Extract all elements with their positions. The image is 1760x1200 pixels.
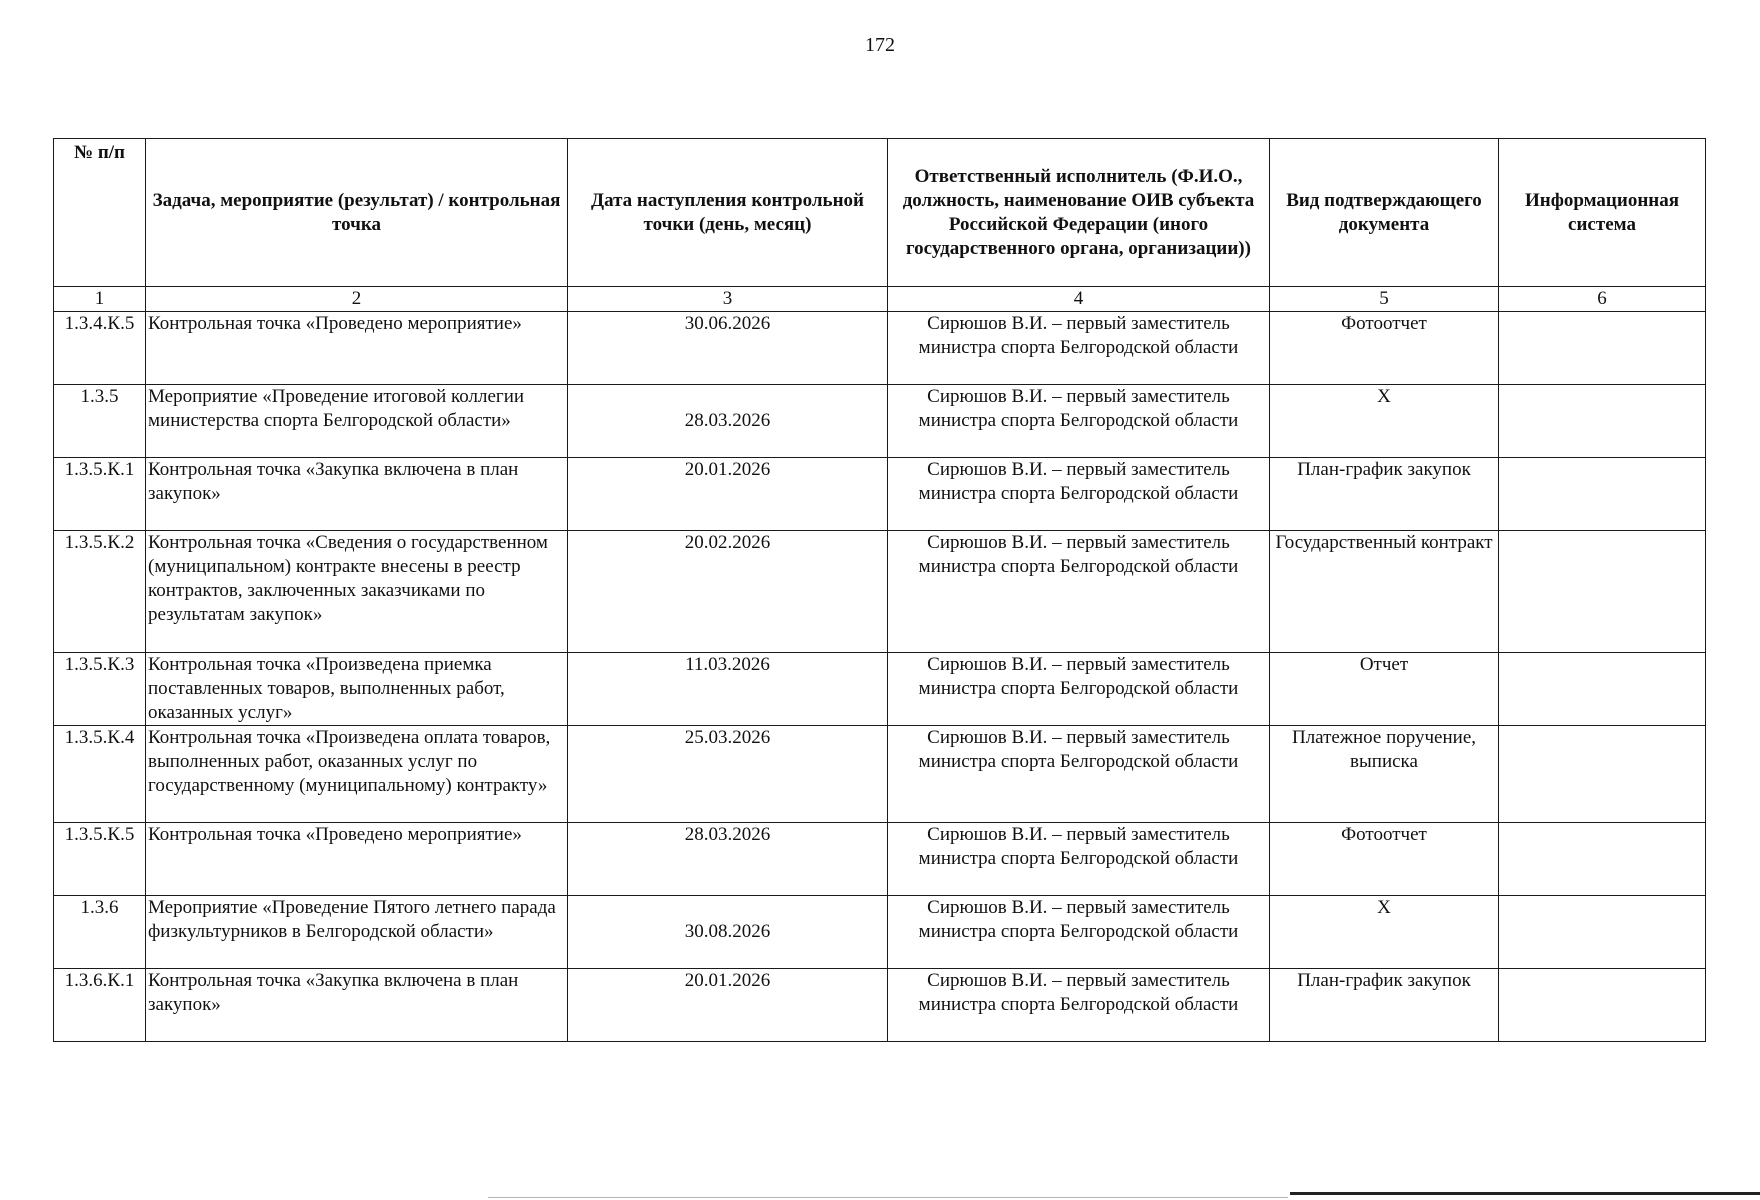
row-document: Фотоотчет [1270,312,1499,385]
row-date: 11.03.2026 [568,653,888,726]
row-date [568,896,888,969]
row-system [1499,823,1706,896]
row-document: X [1270,896,1499,969]
row-date: 30.06.2026 [568,312,888,385]
row-date: 20.01.2026 [568,969,888,1042]
table-row [54,458,1706,531]
row-document: Фотоотчет [1270,823,1499,896]
row-task: Мероприятие «Проведение итоговой коллегии министерства спорта Белгородской области» [146,385,568,458]
header-responsible: Ответственный исполнитель (Ф.И.О., должность, наименование ОИВ субъекта Российской Федерации (иного государственного органа, организации)) [888,139,1270,287]
scan-edge-line [1290,1192,1760,1195]
table-body [54,287,1706,1042]
row-task: Контрольная точка «Закупка включена в план закупок» [146,969,568,1042]
header-num: № п/п [54,139,146,287]
row-task: Контрольная точка «Проведено мероприятие» [146,312,568,385]
header-system: Информационная система [1499,139,1706,287]
row-task: Контрольная точка «Сведения о государственном (муниципальном) контракте внесены в реестр контрактов, заключенных заказчиками по результатам закупок» [146,531,568,653]
row-date-text: 28.03.2026 [684,410,771,431]
row-number: 1.3.6 [54,896,146,969]
column-numbers-row [54,287,1706,312]
row-responsible: Сирюшов В.И. – первый заместитель министра спорта Белгородской области [888,969,1270,1042]
table-row [54,969,1706,1042]
row-number: 1.3.5.К.3 [54,653,146,726]
row-responsible: Сирюшов В.И. – первый заместитель министра спорта Белгородской области [888,458,1270,531]
row-responsible: Сирюшов В.И. – первый заместитель министра спорта Белгородской области [888,312,1270,385]
row-date: 20.01.2026 [568,458,888,531]
row-responsible: Сирюшов В.И. – первый заместитель министра спорта Белгородской области [888,823,1270,896]
row-responsible: Сирюшов В.И. – первый заместитель министра спорта Белгородской области [888,653,1270,726]
row-number: 1.3.4.К.5 [54,312,146,385]
row-task: Контрольная точка «Произведена приемка поставленных товаров, выполненных работ, оказанных услуг» [146,653,568,726]
column-number: 4 [888,287,1270,312]
table-row [54,896,1706,969]
row-date-text: 30.08.2026 [684,921,771,942]
row-responsible: Сирюшов В.И. – первый заместитель министра спорта Белгородской области [888,531,1270,653]
table-row [54,312,1706,385]
row-system [1499,726,1706,823]
row-date: 20.02.2026 [568,531,888,653]
row-system [1499,458,1706,531]
row-system [1499,896,1706,969]
table-header [54,139,1706,287]
row-system [1499,653,1706,726]
row-responsible: Сирюшов В.И. – первый заместитель министра спорта Белгородской области [888,726,1270,823]
row-task: Контрольная точка «Закупка включена в план закупок» [146,458,568,531]
row-system [1499,531,1706,653]
row-date [568,385,888,458]
row-number: 1.3.5.К.1 [54,458,146,531]
row-task: Контрольная точка «Произведена оплата товаров, выполненных работ, оказанных услуг по государственному (муниципальному) контракту» [146,726,568,823]
row-document: Платежное поручение, выписка [1270,726,1499,823]
row-responsible: Сирюшов В.И. – первый заместитель министра спорта Белгородской области [888,896,1270,969]
header-doc: Вид подтверждающего документа [1270,139,1499,287]
table-row [54,531,1706,653]
row-document: Отчет [1270,653,1499,726]
table-row [54,726,1706,823]
row-system [1499,312,1706,385]
row-number: 1.3.5.К.2 [54,531,146,653]
table-row [54,385,1706,458]
row-system [1499,385,1706,458]
row-system [1499,969,1706,1042]
column-number: 3 [568,287,888,312]
row-task: Мероприятие «Проведение Пятого летнего парада физкультурников в Белгородской области» [146,896,568,969]
column-number: 6 [1499,287,1706,312]
column-number: 1 [54,287,146,312]
row-date: 25.03.2026 [568,726,888,823]
page-number: 172 [865,34,895,56]
row-responsible: Сирюшов В.И. – первый заместитель министра спорта Белгородской области [888,385,1270,458]
scan-edge-line [488,1197,1288,1198]
row-number: 1.3.5.К.5 [54,823,146,896]
row-number: 1.3.5.К.4 [54,726,146,823]
row-document: План-график закупок [1270,458,1499,531]
header-task: Задача, мероприятие (результат) / контрольная точка [146,139,568,287]
row-task: Контрольная точка «Проведено мероприятие» [146,823,568,896]
table-row [54,653,1706,726]
row-document: Государственный контракт [1270,531,1499,653]
control-points-table [53,138,1706,1042]
row-number: 1.3.6.К.1 [54,969,146,1042]
row-date: 28.03.2026 [568,823,888,896]
table-row [54,823,1706,896]
row-document: План-график закупок [1270,969,1499,1042]
column-number: 2 [146,287,568,312]
column-number: 5 [1270,287,1499,312]
header-date: Дата наступления контрольной точки (день, месяц) [568,139,888,287]
row-number: 1.3.5 [54,385,146,458]
row-document: X [1270,385,1499,458]
